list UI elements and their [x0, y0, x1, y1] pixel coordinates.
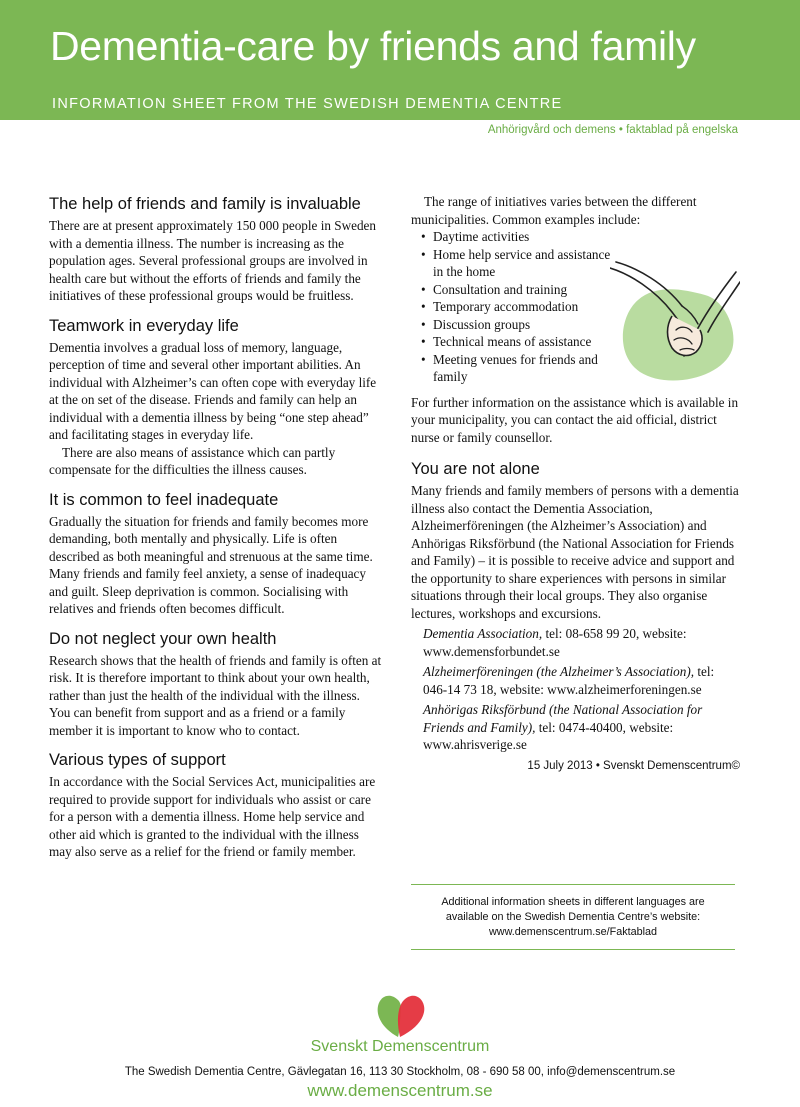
- paragraph-further-info: For further information on the assistance which is available in your municipality, you can contact the aid official, district nurse or family counsellor.: [411, 394, 739, 445]
- page-title: Dementia-care by friends and family: [50, 23, 696, 69]
- info-box: [411, 884, 735, 950]
- section-teamwork: [49, 315, 382, 479]
- contact-name: Anhörigas Riksförbund (the National Association for Friends and Family),: [423, 702, 703, 735]
- contact-name: Alzheimerföreningen (the Alzheimer’s Association),: [423, 664, 695, 679]
- info-line: available on the Swedish Dementia Centre’s website:: [445, 911, 701, 923]
- section-heading: Do not neglect your own health: [49, 629, 277, 648]
- section-heading: Teamwork in everyday life: [49, 316, 239, 335]
- contact-name: Dementia Association,: [423, 626, 543, 641]
- footer-address: The Swedish Dementia Centre, Gävlegatan 16, 113 30 Stockholm, 08 - 690 58 00, info@demenscentrum.se: [124, 1066, 676, 1078]
- section-not-alone: [411, 458, 741, 772]
- section-heading: The help of friends and family is invaluable: [49, 195, 361, 213]
- right-column: [411, 193, 741, 782]
- paragraph: There are at present approximately 150 000 people in Sweden with a dementia illness. The number is increasing as the population ages. Several professional groups are involved in health care but without the efforts of friends and family the initiatives of these professional groups would be fruitless.: [49, 218, 377, 303]
- contact-details: tel: 046-14 73 18, website: www.alzheimerforeningen.se: [423, 664, 715, 697]
- section-invaluable: [49, 193, 382, 305]
- contacts-list: [411, 625, 741, 754]
- publication-date: 15 July 2013 • Svenskt Demenscentrum©: [527, 759, 740, 772]
- list-item: • Home help service and assistance in the home: [421, 246, 611, 281]
- logo-wordmark: Svenskt Demenscentrum: [310, 1038, 490, 1055]
- paragraph-intro: The range of initiatives varies between the different municipalities. Common examples include:: [411, 194, 697, 227]
- section-heading: Various types of support: [49, 751, 226, 769]
- contact-entry: [423, 625, 741, 660]
- list-item: • Meeting venues for friends and family: [421, 351, 611, 386]
- heart-logo-icon: [374, 990, 428, 1040]
- contact-entry: [423, 701, 741, 754]
- list-item: • Temporary accommodation: [421, 298, 611, 316]
- section-own-health: [49, 628, 382, 740]
- list-item: • Consultation and training: [421, 281, 611, 299]
- left-column: [49, 193, 382, 871]
- list-item: • Discussion groups: [421, 316, 611, 334]
- examples-list: [411, 228, 611, 386]
- info-link[interactable]: www.demenscentrum.se/Faktablad: [488, 926, 658, 938]
- contact-details: tel: 08-658 99 20, website: www.demensforbundet.se: [423, 626, 687, 659]
- paragraph: There are also means of assistance which can partly compensate for the difficulties the illness causes.: [49, 444, 336, 477]
- header-banner: [0, 0, 800, 120]
- tagline: Anhörigvård och demens • faktablad på engelska: [487, 124, 738, 136]
- section-heading: It is common to feel inadequate: [49, 490, 279, 509]
- list-item: • Daytime activities: [421, 228, 611, 246]
- section-support: [49, 749, 382, 861]
- contact-details: tel: 0474-40400, website: www.ahrisverige.se: [423, 719, 674, 752]
- paragraph: Dementia involves a gradual loss of memory, language, perception of time and several other important abilities. An individual with Alzheimer’s can often cope with everyday life at the on set of the disease. Friends and family can help an individual with a dementia illness by being “one step ahead” and facilitating stages in everyday life.: [49, 339, 377, 442]
- section-inadequate: [49, 489, 382, 618]
- list-item: • Technical means of assistance: [421, 333, 611, 351]
- footer-website-link[interactable]: www.demenscentrum.se: [307, 1081, 493, 1100]
- paragraph: Many friends and family members of persons with a dementia illness also contact the Dementia Association, Alzheimerföreningen (the Alzheimer’s Association) and Anhörigas Riksförbund (the National Association for Friends and Family) – it is possible to receive advice and support and the opportunity to share experiences with persons in similar situations through their local groups. They also organise lectures, workshops and excursions.: [411, 483, 739, 621]
- paragraph: In accordance with the Social Services Act, municipalities are required to provide support for individuals who assist or care for a person with a dementia illness. Home help service and other aid which is granted to the individual with the illness may also serve as a relief for the friend or family member.: [49, 774, 376, 859]
- paragraph: Research shows that the health of friends and family is often at risk. It is therefore important to think about your own health, rather than just the health of the individual with the illness. You can benefit from support and as a friend or a family member it is important to know who to contact.: [49, 652, 382, 738]
- page-subtitle: INFORMATION SHEET FROM THE SWEDISH DEMENTIA CENTRE: [52, 96, 563, 112]
- contact-entry: [423, 663, 741, 698]
- section-heading: You are not alone: [411, 460, 540, 478]
- paragraph: Gradually the situation for friends and family becomes more demanding, both mentally and physically. Life is often described as both meaningful and strenuous at the same time. Many friends and family feel anxiety, a sense of inadequacy and guilt. Sleep deprivation is common. Socialising with relatives and friends often becomes difficult.: [49, 513, 373, 616]
- info-line: Additional information sheets in different languages are: [441, 896, 705, 908]
